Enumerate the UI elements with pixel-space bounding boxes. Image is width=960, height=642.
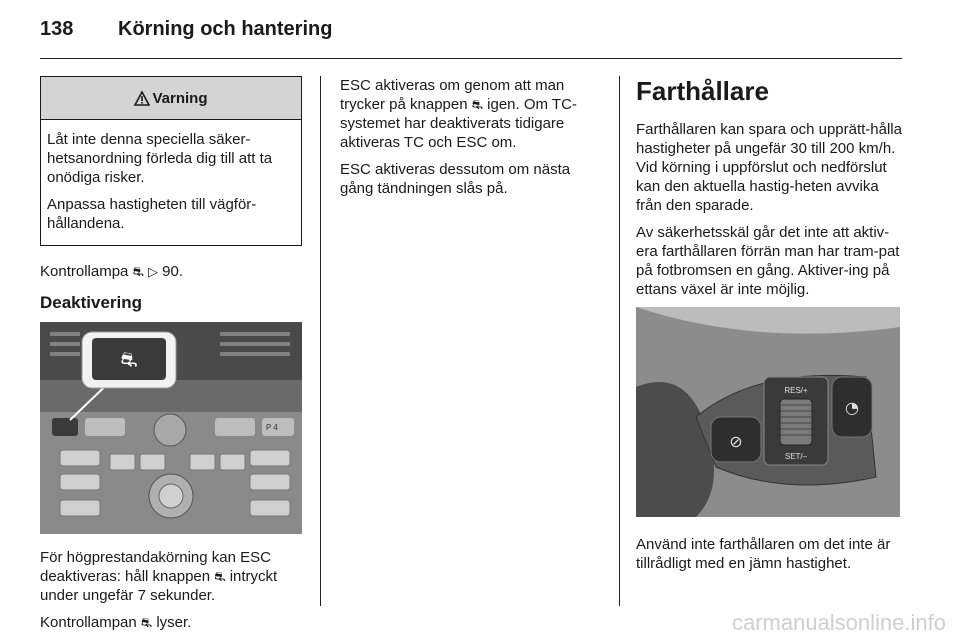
indicator-lit-suffix: lyser.	[156, 614, 192, 631]
res-label: RES/+	[784, 386, 808, 395]
chapter-title: Körning och hantering	[118, 18, 333, 40]
column-divider-1	[320, 76, 321, 606]
deactivation-heading: Deaktivering	[40, 293, 143, 312]
indicator-reference	[40, 262, 304, 281]
deactivation-body: För högprestandakörning kan ESC deaktiveras: håll knappen	[40, 549, 271, 585]
indicator-lit-prefix: Kontrollampan	[40, 614, 137, 631]
header-rule	[40, 58, 902, 59]
ignition-paragraph: ESC aktiveras dessutom om nästa gång tändningen slås på.	[340, 161, 571, 197]
deactivation-body-suffix: intryckt under ungefär 7 sekunder.	[40, 568, 278, 604]
indicator-reference-page: 90.	[162, 263, 183, 280]
p4-label: P 4	[266, 423, 278, 432]
reactivation-suffix: igen. Om TC-systemet har deaktiverats tidigare aktiveras TC och ESC om.	[340, 96, 577, 151]
esc-indicator-icon: ⛐	[140, 615, 153, 630]
cruise-paragraph-2: Av säkerhetsskäl går det inte att aktiv-era farthållaren förrän man har tram-pat på fotbromsen en gång. Aktiver-ing på ettans växel är inte möjlig.	[636, 224, 900, 298]
page-reference-arrow-icon: ▷	[147, 264, 158, 279]
indicator-reference-prefix: Kontrollampa	[40, 263, 129, 280]
dashboard-button-image	[40, 322, 302, 534]
warning-paragraph-2: Anpassa hastigheten till vägför-hållandena.	[47, 196, 257, 232]
esc-button-symbol-icon: ⛐	[120, 347, 138, 371]
esc-off-icon: ⛐	[132, 264, 144, 279]
set-label: SET/–	[784, 452, 808, 461]
page-number: 138	[40, 18, 74, 40]
reactivation-prefix: ESC aktiveras om genom att man trycker på knappen	[340, 77, 565, 113]
warning-triangle-icon	[134, 91, 150, 106]
steering-wheel-illustration	[636, 307, 900, 517]
warning-title: Varning	[152, 89, 208, 107]
column-divider-2	[619, 76, 620, 606]
steering-wheel-image	[636, 307, 900, 517]
cruise-paragraph-1: Farthållaren kan spara och upprätt-hålla hastigheter på ungefär 30 till 200 km/h. Vid körning i uppförslut och nedförslut kan den aktuella hastig-heten avvika från den sparade.	[636, 121, 902, 214]
warning-paragraph-1: Låt inte denna speciella säker-hetsanordning förleda dig till att ta onödiga risker.	[47, 131, 273, 186]
indicator-lit-line	[40, 613, 304, 632]
watermark: carmanualsonline.info	[731, 610, 946, 635]
warning-body	[41, 120, 301, 245]
warning-box	[40, 76, 302, 246]
cruise-off-icon: ⊘	[729, 432, 743, 451]
warning-header	[41, 77, 301, 120]
right-column	[636, 76, 902, 581]
esc-off-icon: ⛐	[214, 569, 226, 584]
page-header	[40, 14, 902, 48]
middle-column	[340, 76, 602, 206]
esc-off-icon: ⛐	[471, 97, 483, 112]
deactivation-instructions	[40, 548, 304, 605]
cruise-paragraph-3: Använd inte farthållaren om det inte är tillrådligt med en jämn hastighet.	[636, 536, 891, 572]
left-column	[40, 76, 304, 640]
cruise-on-icon: ◔	[845, 398, 859, 417]
cruise-control-heading: Farthållare	[636, 76, 769, 106]
dashboard-illustration	[40, 322, 302, 534]
reactivation-paragraph	[340, 76, 602, 152]
